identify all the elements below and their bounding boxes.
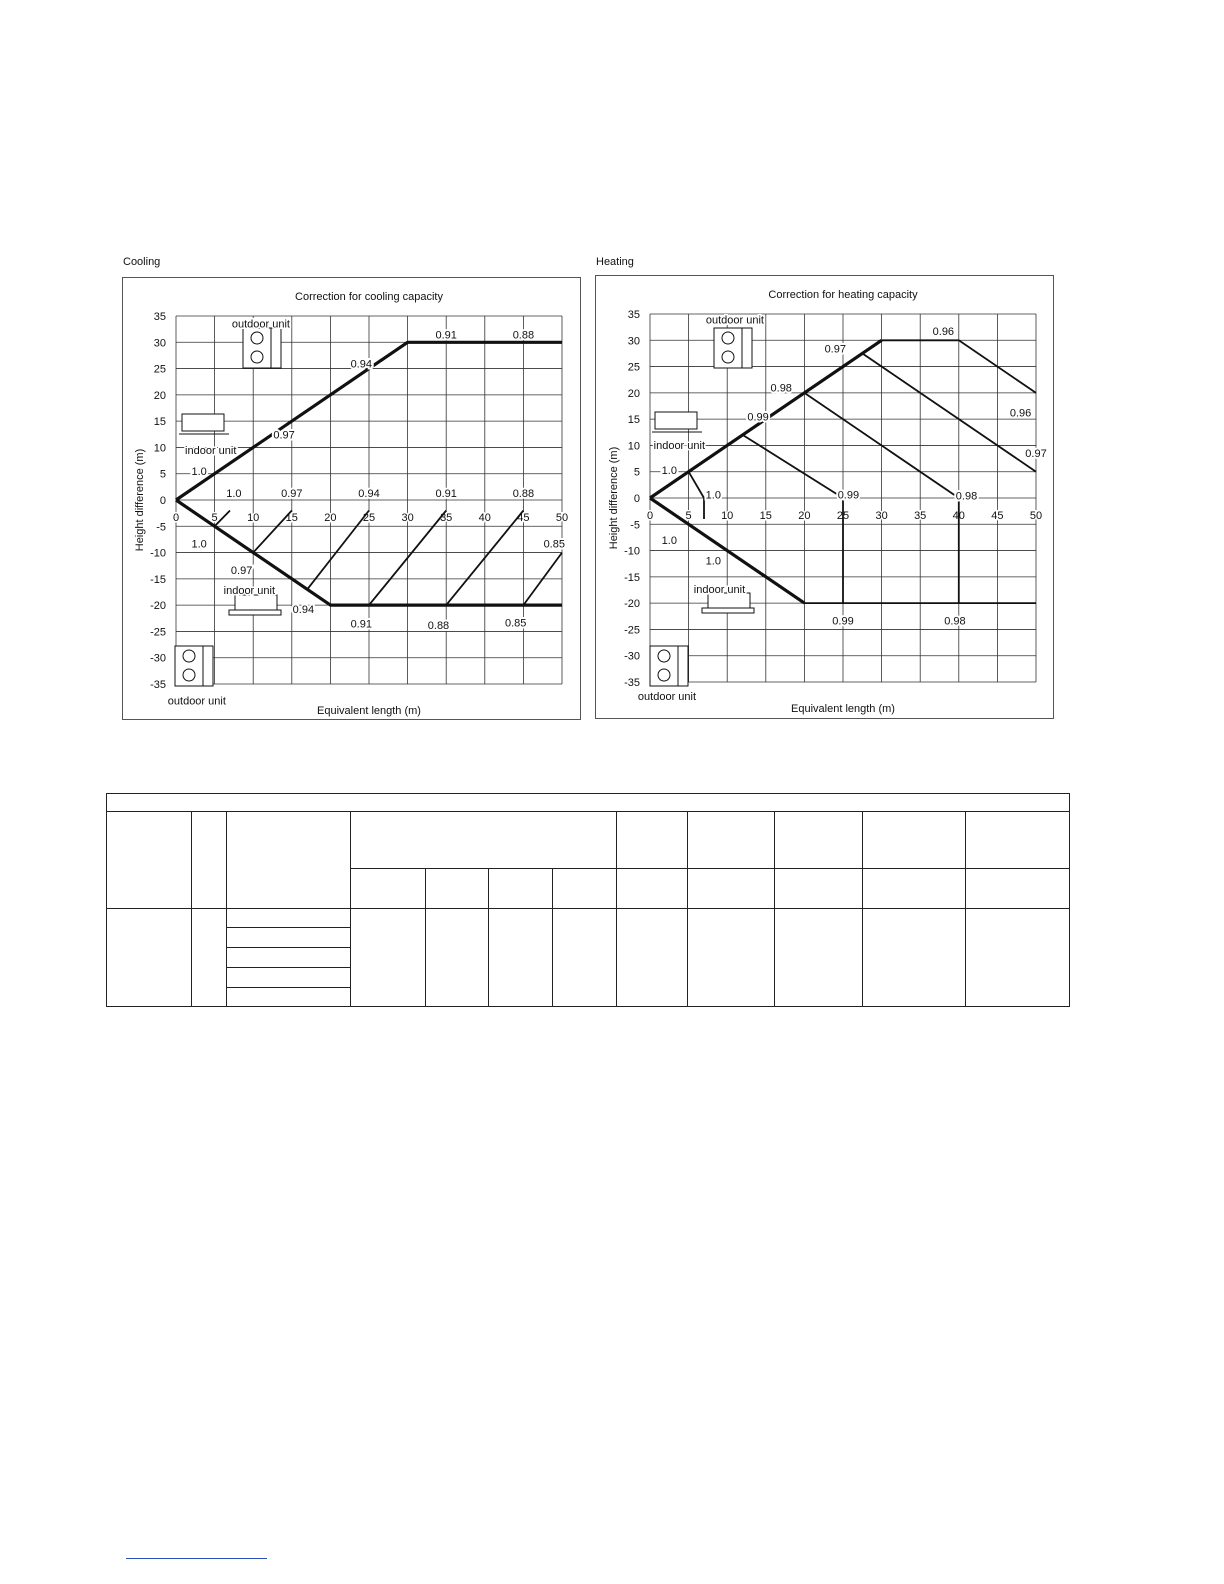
outdoor-unit-body <box>714 328 742 368</box>
y-tick-label: -30 <box>624 650 640 663</box>
y-tick-label: -25 <box>624 624 640 637</box>
correction-factor-label: 0.88 <box>427 620 450 633</box>
correction-factor-label: 1.0 <box>705 489 721 502</box>
table-subheader-cell <box>553 869 617 909</box>
correction-factor-label: 1.0 <box>661 535 677 548</box>
chart-title: Correction for cooling capacity <box>295 291 443 303</box>
correction-factor-label: 0.91 <box>435 488 457 501</box>
outdoor-unit-icon <box>175 646 213 686</box>
correction-factor-label: 0.85 <box>543 538 565 551</box>
table-data-cell <box>553 909 617 1007</box>
y-tick-label: 30 <box>153 337 166 350</box>
indoor-unit-panel <box>702 608 754 613</box>
x-tick-label: 30 <box>401 512 414 524</box>
cooling-chart <box>122 277 581 720</box>
x-tick-label: 25 <box>362 512 376 524</box>
y-tick-label: 35 <box>627 309 640 321</box>
table-subheader-cell <box>863 869 966 909</box>
correction-factor-label: 0.99 <box>747 411 769 424</box>
cooling-chart-plot <box>123 278 582 721</box>
correction-factor-label: 0.85 <box>504 617 527 630</box>
table-data-cell <box>107 909 192 1007</box>
indoor-unit-panel <box>229 610 281 615</box>
y-tick-label: 10 <box>153 442 166 455</box>
y-tick-label: -5 <box>630 519 640 532</box>
x-tick-label: 15 <box>285 512 298 524</box>
correction-factor-label: 0.94 <box>292 603 315 616</box>
outdoor-unit-icon <box>243 328 281 368</box>
table-header-cell <box>863 812 966 869</box>
x-tick-label: 10 <box>721 510 734 522</box>
y-tick-label: 5 <box>159 468 166 481</box>
table-header-cell <box>227 812 351 909</box>
correction-factor-label: 1.0 <box>191 538 207 551</box>
table-subheader-cell <box>966 869 1070 909</box>
x-tick-label: 10 <box>247 512 260 524</box>
y-tick-label: -35 <box>624 677 640 689</box>
correction-factor-label: 1.0 <box>191 466 207 479</box>
correction-factor-label: 0.88 <box>512 329 535 342</box>
y-tick-label: 35 <box>153 311 166 323</box>
correction-factor-label: 0.96 <box>932 325 955 338</box>
table-data-cell <box>351 909 426 1007</box>
x-tick-label: 5 <box>211 512 218 524</box>
correction-factor-label: 0.88 <box>512 488 535 501</box>
correction-factor-label: 0.99 <box>832 615 854 628</box>
x-tick-label: 5 <box>685 510 692 522</box>
x-tick-label: 25 <box>836 510 850 522</box>
correction-factor-label: 0.99 <box>837 489 860 502</box>
correction-factor-label: 0.94 <box>350 358 372 371</box>
table-header-cell <box>688 812 775 869</box>
unit-label: indoor unit <box>223 584 276 597</box>
unit-label: outdoor unit <box>231 318 290 331</box>
x-tick-label: 30 <box>875 510 888 522</box>
table-header-cell <box>617 812 688 869</box>
correction-factor-label: 0.98 <box>955 490 978 503</box>
table-data-cell <box>426 909 489 1007</box>
outdoor-unit-icon <box>714 328 752 368</box>
table-data-cell <box>775 909 863 1007</box>
y-tick-label: -35 <box>150 679 166 691</box>
indoor-unit-body <box>655 412 697 429</box>
x-tick-label: 35 <box>440 512 453 524</box>
correction-factor-label: 0.91 <box>435 329 457 342</box>
outdoor-unit-side <box>203 646 213 686</box>
y-tick-label: 20 <box>627 387 640 400</box>
x-axis-label: Equivalent length (m) <box>791 703 895 715</box>
indoor-unit-icon <box>179 414 229 434</box>
y-tick-label: -20 <box>624 598 640 611</box>
y-tick-label: 20 <box>153 389 166 402</box>
indoor-unit-icon <box>652 412 702 432</box>
y-axis-label: Height difference (m) <box>134 448 146 552</box>
unit-label: indoor unit <box>653 439 706 452</box>
table-data-cell <box>617 909 688 1007</box>
y-tick-label: 15 <box>153 416 166 429</box>
x-tick-label: 45 <box>517 512 530 524</box>
y-tick-label: -25 <box>150 626 166 639</box>
correction-factor-label: 1.0 <box>705 555 721 568</box>
outdoor-unit-body <box>175 646 203 686</box>
y-tick-label: -15 <box>150 573 166 586</box>
unit-label: outdoor unit <box>167 695 226 708</box>
x-tick-label: 45 <box>991 510 1004 522</box>
cooling-section-label: Cooling <box>123 256 161 268</box>
heating-chart-plot <box>596 276 1055 720</box>
indoor-unit-body <box>235 595 277 610</box>
y-tick-label: 5 <box>633 466 640 479</box>
y-tick-label: 30 <box>627 335 640 348</box>
correction-factor-label: 0.91 <box>350 618 372 631</box>
table-subheader-cell <box>688 869 775 909</box>
y-tick-label: 0 <box>159 495 166 507</box>
x-tick-label: 15 <box>759 510 772 522</box>
indoor-unit-icon <box>229 595 281 615</box>
chart-title: Correction for heating capacity <box>768 289 918 301</box>
table-subheader-cell <box>775 869 863 909</box>
table-data-cell <box>489 909 553 1007</box>
x-tick-label: 50 <box>555 512 569 524</box>
y-tick-label: -20 <box>150 600 166 613</box>
correction-factor-label: 0.97 <box>230 564 253 577</box>
x-tick-label: 40 <box>478 512 491 524</box>
y-tick-label: -10 <box>150 547 166 560</box>
y-axis-label: Height difference (m) <box>608 446 620 550</box>
specification-table <box>106 793 1070 1007</box>
unit-label: outdoor unit <box>705 314 764 327</box>
x-tick-label: 50 <box>1029 510 1043 522</box>
y-tick-label: -5 <box>156 521 166 534</box>
x-tick-label: 40 <box>952 510 965 522</box>
x-tick-label: 20 <box>324 512 337 524</box>
outdoor-unit-side <box>678 646 688 686</box>
indoor-unit-icon <box>702 593 754 613</box>
correction-factor-label: 0.97 <box>1025 447 1047 460</box>
footnote-rule <box>126 1558 267 1559</box>
y-tick-label: -15 <box>624 571 640 584</box>
table-subheader-cell <box>617 869 688 909</box>
unit-label: outdoor unit <box>637 691 697 704</box>
table-header-cell <box>775 812 863 869</box>
table-subheader-cell <box>351 869 426 909</box>
correction-line <box>307 511 369 590</box>
y-tick-label: 15 <box>627 414 640 427</box>
correction-factor-label: 0.98 <box>944 615 966 628</box>
heating-section-label: Heating <box>596 256 634 268</box>
correction-factor-label: 0.96 <box>1009 407 1032 420</box>
x-axis-label: Equivalent length (m) <box>317 705 421 717</box>
y-tick-label: 0 <box>633 493 640 505</box>
correction-factor-label: 0.97 <box>281 488 303 501</box>
table-header-cell <box>351 812 617 869</box>
table-data-cell <box>227 928 351 948</box>
table-title-cell <box>107 794 1070 812</box>
y-tick-label: 25 <box>153 363 166 376</box>
table-header-cell <box>107 812 192 909</box>
indoor-unit-body <box>182 414 224 431</box>
table-subheader-cell <box>426 869 489 909</box>
heating-chart <box>595 275 1054 719</box>
x-tick-label: 0 <box>172 512 180 524</box>
correction-factor-label: 0.98 <box>770 382 792 395</box>
correction-factor-label: 0.94 <box>358 488 380 501</box>
correction-factor-label: 0.97 <box>824 343 846 356</box>
x-tick-label: 0 <box>646 510 654 522</box>
x-tick-label: 20 <box>798 510 811 522</box>
table-header-cell <box>966 812 1070 869</box>
table-data-cell <box>863 909 966 1007</box>
unit-label: indoor unit <box>185 445 237 458</box>
outdoor-unit-body <box>243 328 271 368</box>
outdoor-unit-side <box>742 328 752 368</box>
y-tick-label: 25 <box>627 361 640 374</box>
y-tick-label: 10 <box>627 440 640 453</box>
outdoor-unit-icon <box>650 646 688 686</box>
outdoor-unit-side <box>271 328 281 368</box>
correction-factor-label: 1.0 <box>226 488 242 501</box>
correction-line <box>743 435 843 603</box>
outdoor-unit-body <box>650 646 678 686</box>
table-data-cell <box>227 948 351 968</box>
table-data-cell <box>688 909 775 1007</box>
y-tick-label: -30 <box>150 652 166 665</box>
y-tick-label: -10 <box>624 545 640 558</box>
correction-factor-label: 1.0 <box>661 465 677 478</box>
unit-label: indoor unit <box>693 583 746 596</box>
table-data-cell <box>227 988 351 1007</box>
x-tick-label: 35 <box>914 510 927 522</box>
table-data-cell <box>227 968 351 988</box>
table-subheader-cell <box>489 869 553 909</box>
table-data-cell <box>966 909 1070 1007</box>
correction-factor-label: 0.97 <box>273 429 295 442</box>
table-data-cell <box>227 909 351 928</box>
table-header-cell <box>192 812 227 909</box>
table-data-cell <box>192 909 227 1007</box>
